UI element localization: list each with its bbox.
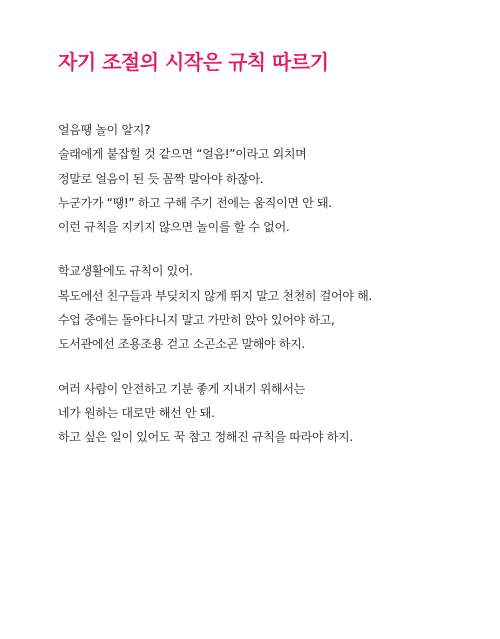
text-line: 도서관에선 조용조용 걷고 소곤소곤 말해야 하지.: [58, 337, 305, 352]
document-title: 자기 조절의 시작은 규칙 따르기: [58, 50, 329, 74]
text-line: 네가 원하는 대로만 해선 안 돼.: [58, 405, 215, 420]
text-line: 이런 규칙을 지키지 않으면 놀이를 할 수 없어.: [58, 220, 290, 235]
paragraph-1: [58, 118, 478, 239]
text-line: 정말로 얼음이 된 듯 꼼짝 말아야 하잖아.: [58, 171, 264, 186]
paragraph-3: [58, 377, 478, 450]
text-line: 하고 싶은 일이 있어도 꾹 참고 정해진 규칙을 따라야 하지.: [58, 430, 353, 445]
text-line: 누군가가 “땡!” 하고 구해 주기 전에는 움직이면 안 돼.: [58, 195, 332, 210]
document-body: [58, 118, 478, 470]
text-line: 술래에게 붙잡힐 것 같으면 “얼음!”이라고 외치며: [58, 147, 307, 162]
paragraph-2: [58, 259, 478, 356]
text-line: 얼음땡 놀이 알지?: [58, 123, 151, 137]
text-line: 수업 중에는 돌아다니지 말고 가만히 앉아 있어야 하고,: [58, 313, 335, 328]
text-line: 복도에선 친구들과 부딪치지 않게 뛰지 말고 천천히 걸어야 해.: [58, 288, 372, 303]
text-line: 학교생활에도 규칙이 있어.: [58, 264, 193, 279]
text-line: 여러 사람이 안전하고 기분 좋게 지내기 위해서는: [58, 381, 305, 396]
